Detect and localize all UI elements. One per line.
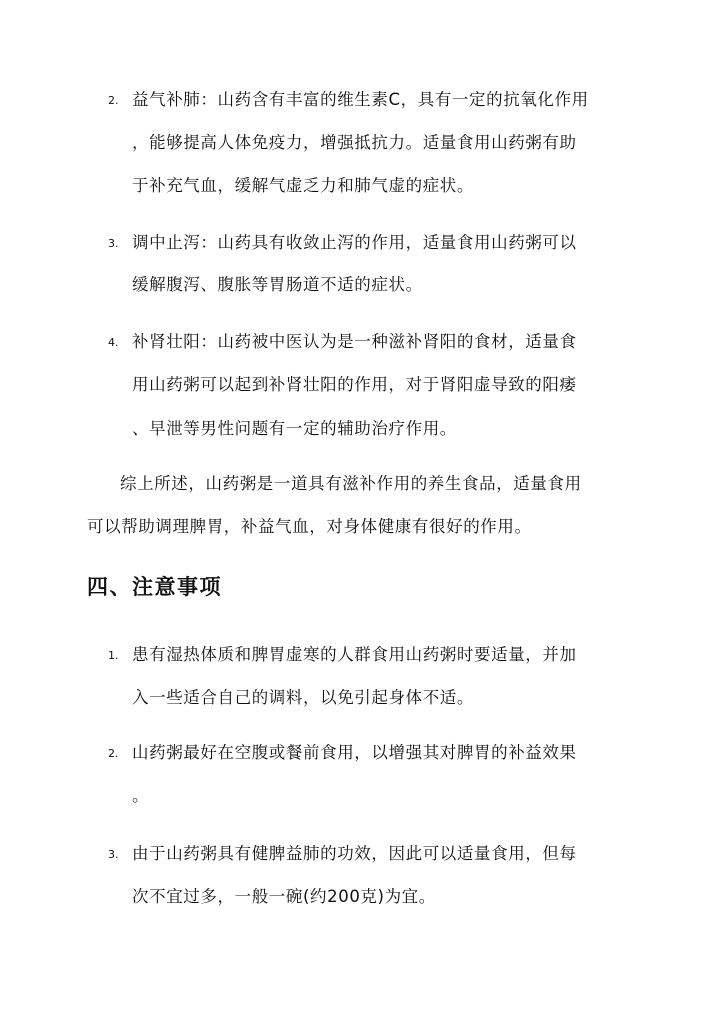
list-item-number: 1. — [108, 649, 119, 662]
list-item-number: 3. — [108, 237, 119, 250]
list-item-text-line: 补肾壮阳：山药被中医认为是一种滋补肾阳的食材，适量食 — [132, 332, 577, 351]
list-item-number: 2. — [108, 747, 119, 760]
list-item-text-line: 于补充气血，缓解气虚乏力和肺气虚的症状。 — [132, 176, 474, 195]
list-item-text-line: 山药粥最好在空腹或餐前食用，以增强其对脾胃的补益效果 — [132, 743, 577, 762]
list-item-text-line: 用山药粥可以起到补肾壮阳的作用，对于肾阳虚导致的阳痿 — [132, 375, 577, 394]
list-item-text-line: 益气补肺：山药含有丰富的维生素C，具有一定的抗氧化作用 — [132, 90, 589, 109]
list-item-text-line: 。 — [132, 786, 150, 805]
section-heading: 四、注意事项 — [87, 574, 222, 599]
list-item-number: 3. — [108, 848, 119, 861]
list-item-text-line: 调中止泻：山药具有收敛止泻的作用，适量食用山药粥可以 — [132, 233, 577, 252]
list-item-text-line: 患有湿热体质和脾胃虚寒的人群食用山药粥时要适量，并加 — [132, 645, 577, 664]
list-item-text-line: ，能够提高人体免疫力，增强抵抗力。适量食用山药粥有助 — [132, 133, 577, 152]
list-item-text-line: 入一些适合自己的调料，以免引起身体不适。 — [132, 688, 474, 707]
list-item-number: 2. — [108, 94, 119, 107]
list-item-text-line: 、早泄等男性问题有一定的辅助治疗作用。 — [132, 419, 457, 438]
list-item-text-line: 由于山药粥具有健脾益肺的功效，因此可以适量食用，但每 — [132, 844, 577, 863]
list-item-text-line: 次不宜过多，一般一碗(约200克)为宜。 — [132, 887, 436, 906]
list-item-text-line: 缓解腹泻、腹胀等胃肠道不适的症状。 — [132, 275, 423, 294]
paragraph-line: 综上所述，山药粥是一道具有滋补作用的养生食品，适量食用 — [120, 474, 582, 493]
paragraph-line: 可以帮助调理脾胃，补益气血，对身体健康有很好的作用。 — [87, 517, 532, 536]
list-item-number: 4. — [108, 336, 119, 349]
